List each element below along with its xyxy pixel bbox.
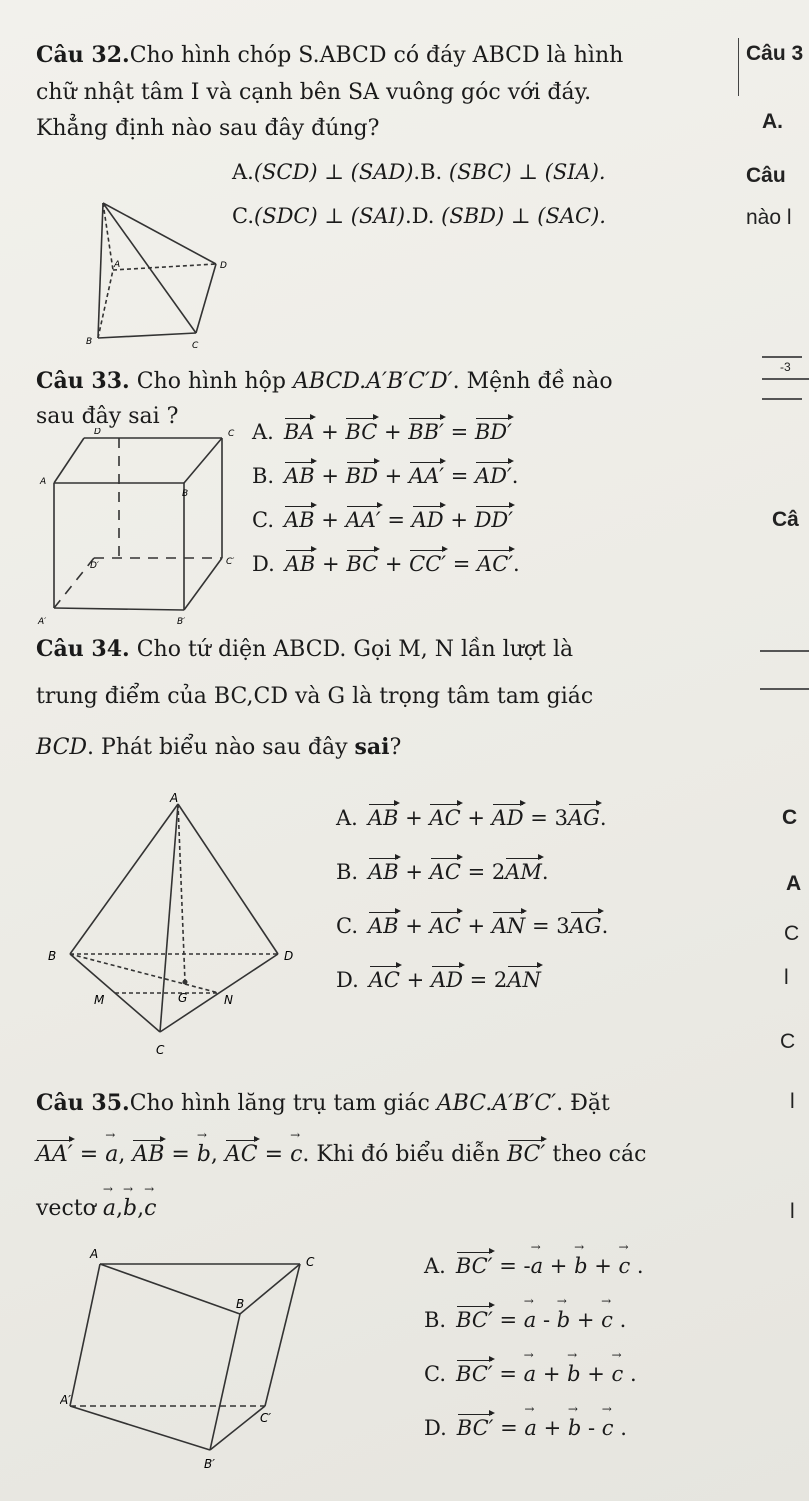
plus-sign: + — [377, 464, 409, 488]
equals-sign: = — [164, 1142, 197, 1167]
vector-term: AN — [507, 968, 541, 992]
option-label: D. — [424, 1416, 447, 1440]
equals-sign: = — [460, 860, 492, 884]
svg-text:C: C — [192, 341, 199, 350]
q34-option-d — [336, 968, 541, 993]
vector-term: AC′ — [477, 552, 514, 576]
vector-term: BC′ — [456, 1416, 494, 1440]
q35-line2-end: theo các — [545, 1142, 647, 1167]
q34-line1: Câu 34. Cho tứ diện ABCD. Gọi M, N lần lượt là — [36, 636, 574, 662]
svg-text:A: A — [90, 1247, 99, 1261]
sign: + — [580, 1362, 612, 1386]
option-label: A. — [252, 420, 274, 444]
vector-term: BC — [346, 552, 379, 576]
plus-sign: + — [443, 508, 475, 532]
q33-option-b — [252, 464, 518, 489]
option-label: B. — [336, 860, 359, 884]
comma: , — [115, 1196, 123, 1221]
q33-option-c — [252, 508, 513, 533]
vector-symbol: a → — [103, 1196, 116, 1222]
punct: . — [623, 1362, 637, 1386]
margin-rule — [762, 398, 802, 400]
vector-symbol: b → — [123, 1196, 137, 1222]
punct: . — [613, 1416, 627, 1440]
vector-term: BA — [283, 420, 315, 444]
svg-text:C: C — [306, 1255, 315, 1269]
equals-sign: = — [493, 1416, 525, 1440]
coefficient: 2 — [491, 860, 506, 884]
equals-sign: = — [444, 464, 475, 488]
coefficient: 3 — [554, 806, 568, 830]
equals-sign: = — [492, 1362, 524, 1386]
svg-text:C: C — [156, 1043, 165, 1057]
q33-box-figure — [34, 428, 264, 628]
margin-fragment: l — [784, 966, 789, 989]
plus-sign: + — [398, 914, 430, 938]
q34-line3: BCD. Phát biểu nào sau đây sai? — [36, 734, 402, 760]
vector-term: AB — [368, 914, 399, 938]
svg-text:D′: D′ — [90, 561, 99, 571]
svg-text:D: D — [94, 428, 101, 437]
vector-symbol: c → — [290, 1142, 302, 1168]
q35-line2-text: . Khi đó biểu diễn — [302, 1142, 507, 1167]
margin-fragment: C — [784, 922, 800, 945]
plus-sign: + — [398, 860, 430, 884]
equals-sign: = — [525, 914, 557, 938]
q34-tetrahedron-figure — [40, 792, 300, 1062]
q33-line1: Câu 33. Cho hình hộp ABCD.A′B′C′D′. Mệnh đề nào — [36, 368, 613, 394]
q35-option-a — [424, 1254, 644, 1279]
vector-symbol: c → — [618, 1254, 630, 1279]
margin-fragment: Câ — [772, 508, 799, 531]
q35-line3 — [36, 1196, 156, 1222]
vector-term: AN — [491, 914, 526, 938]
svg-text:B: B — [236, 1297, 245, 1311]
svg-text:B′: B′ — [204, 1457, 215, 1471]
vector-term: AD — [411, 508, 444, 532]
vector-term: CC′ — [409, 552, 447, 576]
punct: . — [511, 464, 519, 488]
q35-line1: Câu 35.Cho hình lăng trụ tam giác ABC.A′B′C′. Đặt — [36, 1090, 610, 1116]
vector-term: BC′ — [455, 1254, 493, 1278]
margin-rule — [762, 356, 802, 358]
equals-sign: = — [523, 806, 555, 830]
q35-option-d — [424, 1416, 627, 1441]
q32-pyramid-figure — [58, 198, 238, 350]
option-label: A. — [424, 1254, 446, 1278]
plus-sign: + — [460, 914, 492, 938]
svg-text:C′: C′ — [260, 1411, 272, 1425]
q35-option-c — [424, 1362, 637, 1387]
margin-fragment: C — [782, 806, 798, 829]
vector-term: AC — [429, 914, 461, 938]
vector-term: AC — [429, 806, 461, 830]
q32-options-row1: A.(SCD) ⊥ (SAD).B. (SBC) ⊥ (SIA). — [232, 160, 606, 184]
vector-symbol: a → — [531, 1254, 544, 1279]
vector-term: AG — [569, 914, 602, 938]
vector-term: BB′ — [408, 420, 444, 444]
vector-term: BD′ — [474, 420, 512, 444]
vector-symbol: a → — [524, 1362, 537, 1387]
plus-sign: + — [314, 464, 346, 488]
margin-fragment: Câu — [746, 164, 786, 187]
vector-term: BC′ — [456, 1308, 493, 1332]
margin-rule — [762, 378, 809, 380]
sign: + — [587, 1254, 619, 1278]
equals-sign: = — [443, 420, 475, 444]
vector-symbol: b → — [574, 1254, 587, 1279]
option-label: C. — [252, 508, 274, 532]
vector-term: AC — [429, 860, 461, 884]
vector-symbol: a → — [524, 1308, 537, 1333]
plus-sign: + — [398, 806, 430, 830]
svg-text:A: A — [170, 792, 179, 805]
svg-text:A: A — [114, 260, 121, 270]
vector-symbol: c → — [602, 1416, 614, 1441]
vector-term: BC′ — [506, 1142, 546, 1167]
vector-term: AB — [368, 860, 399, 884]
comma: , — [137, 1196, 145, 1221]
plus-sign: + — [460, 806, 492, 830]
punct: . — [513, 552, 520, 576]
q33-line2: sau đây sai ? — [36, 404, 179, 429]
vector-term: BD — [345, 464, 378, 488]
margin-rule — [760, 688, 809, 690]
plus-sign: + — [378, 552, 410, 576]
punct: . — [630, 1254, 644, 1278]
option-label: C. — [424, 1362, 446, 1386]
equals-sign: = — [492, 1308, 524, 1332]
sign: + — [536, 1362, 568, 1386]
option-label: B. — [252, 464, 275, 488]
plus-sign: + — [314, 508, 346, 532]
vector-term: AG — [567, 806, 600, 830]
comma: , — [118, 1142, 133, 1167]
svg-text:C′: C′ — [226, 557, 235, 567]
sign: + — [543, 1254, 575, 1278]
svg-text:D: D — [220, 261, 227, 271]
svg-text:G: G — [178, 991, 188, 1005]
plus-sign: + — [377, 420, 409, 444]
svg-text:M: M — [94, 993, 105, 1007]
equals-sign: = — [492, 1254, 524, 1278]
margin-fragment: l — [790, 1200, 795, 1223]
equals-sign: = — [72, 1142, 106, 1167]
vector-symbol: a → — [105, 1142, 118, 1168]
sign: + — [536, 1416, 568, 1440]
vector-term: AD′ — [474, 464, 512, 488]
vector-term: AB — [132, 1142, 165, 1167]
coefficient: 2 — [493, 968, 508, 992]
option-label: B. — [424, 1308, 447, 1332]
plus-sign: + — [315, 552, 347, 576]
svg-text:N: N — [224, 993, 233, 1007]
q32-line1: Câu 32.Cho hình chóp S.ABCD có đáy ABCD là hình — [36, 42, 624, 68]
sign: - — [523, 1254, 531, 1278]
punct: . — [612, 1308, 627, 1332]
vector-symbol: c → — [612, 1362, 624, 1387]
margin-fragment: l — [790, 1090, 795, 1113]
equals-sign: = — [446, 552, 478, 576]
q34-option-c — [336, 914, 608, 939]
q35-option-b — [424, 1308, 626, 1333]
option-label: A. — [336, 806, 358, 830]
vector-term: AD — [430, 968, 463, 992]
svg-text:B′: B′ — [177, 617, 186, 627]
vector-term: AB — [284, 552, 316, 576]
q35-line2 — [36, 1142, 646, 1168]
sign: - — [536, 1308, 557, 1332]
margin-fragment: -3 — [780, 360, 791, 374]
vector-term: DD′ — [474, 508, 514, 532]
vector-term: AA′ — [345, 508, 381, 532]
q35-line3-text: vectơ — [36, 1196, 103, 1221]
equals-sign: = — [257, 1142, 291, 1167]
svg-text:A′: A′ — [60, 1393, 71, 1407]
vector-term: BC — [345, 420, 378, 444]
vector-term: BC′ — [456, 1362, 493, 1386]
svg-text:D: D — [284, 949, 294, 963]
vector-term: AC — [224, 1142, 258, 1167]
sign: + — [570, 1308, 602, 1332]
equals-sign: = — [462, 968, 494, 992]
option-label: D. — [336, 968, 359, 992]
q32-options-row2: C.(SDC) ⊥ (SAI).D. (SBD) ⊥ (SAC). — [232, 204, 606, 228]
margin-fragment: Câu 3 — [746, 42, 804, 65]
q32-line3: Khẳng định nào sau đây đúng? — [36, 116, 380, 141]
column-divider — [738, 38, 739, 96]
option-label: D. — [252, 552, 275, 576]
q33-option-d — [252, 552, 520, 577]
vector-symbol: b → — [567, 1362, 580, 1387]
punct: . — [601, 914, 609, 938]
vector-term: AB — [284, 508, 315, 532]
svg-text:B: B — [48, 949, 57, 963]
punct: . — [541, 860, 549, 884]
vector-symbol: b → — [568, 1416, 581, 1441]
vector-symbol: c → — [144, 1196, 156, 1222]
vector-symbol: c → — [601, 1308, 613, 1333]
coefficient: 3 — [556, 914, 570, 938]
q32-line2: chữ nhật tâm I và cạnh bên SA vuông góc với đáy. — [36, 80, 592, 105]
svg-text:A: A — [40, 477, 47, 487]
svg-text:C: C — [228, 429, 235, 439]
equals-sign: = — [380, 508, 412, 532]
q33-option-a — [252, 420, 512, 445]
margin-fragment: A — [786, 872, 802, 895]
q34-option-a — [336, 806, 607, 831]
vector-term: AD — [491, 806, 524, 830]
svg-text:A′: A′ — [38, 617, 47, 627]
vector-symbol: a → — [524, 1416, 537, 1441]
vector-term: AC — [368, 968, 400, 992]
vector-symbol: b → — [557, 1308, 570, 1333]
margin-fragment: C — [780, 1030, 796, 1053]
plus-sign: + — [314, 420, 346, 444]
punct: . — [599, 806, 607, 830]
q34-option-b — [336, 860, 549, 885]
plus-sign: + — [400, 968, 431, 992]
vector-symbol: b → — [197, 1142, 211, 1168]
svg-text:B: B — [86, 337, 93, 347]
comma: , — [210, 1142, 225, 1167]
vector-term: AM — [505, 860, 542, 884]
vector-term: AA′ — [408, 464, 445, 488]
margin-fragment: A. — [762, 110, 783, 133]
option-label: C. — [336, 914, 358, 938]
vector-term: AA′ — [36, 1142, 73, 1167]
sign: - — [581, 1416, 602, 1440]
vector-term: AB — [367, 806, 399, 830]
q34-line2: trung điểm của BC,CD và G là trọng tâm tam giác — [36, 684, 594, 709]
margin-rule — [760, 650, 809, 652]
vector-term: AB — [284, 464, 315, 488]
svg-text:B: B — [182, 489, 189, 499]
margin-fragment: nào l — [746, 206, 792, 229]
q35-prism-figure — [60, 1246, 320, 1486]
